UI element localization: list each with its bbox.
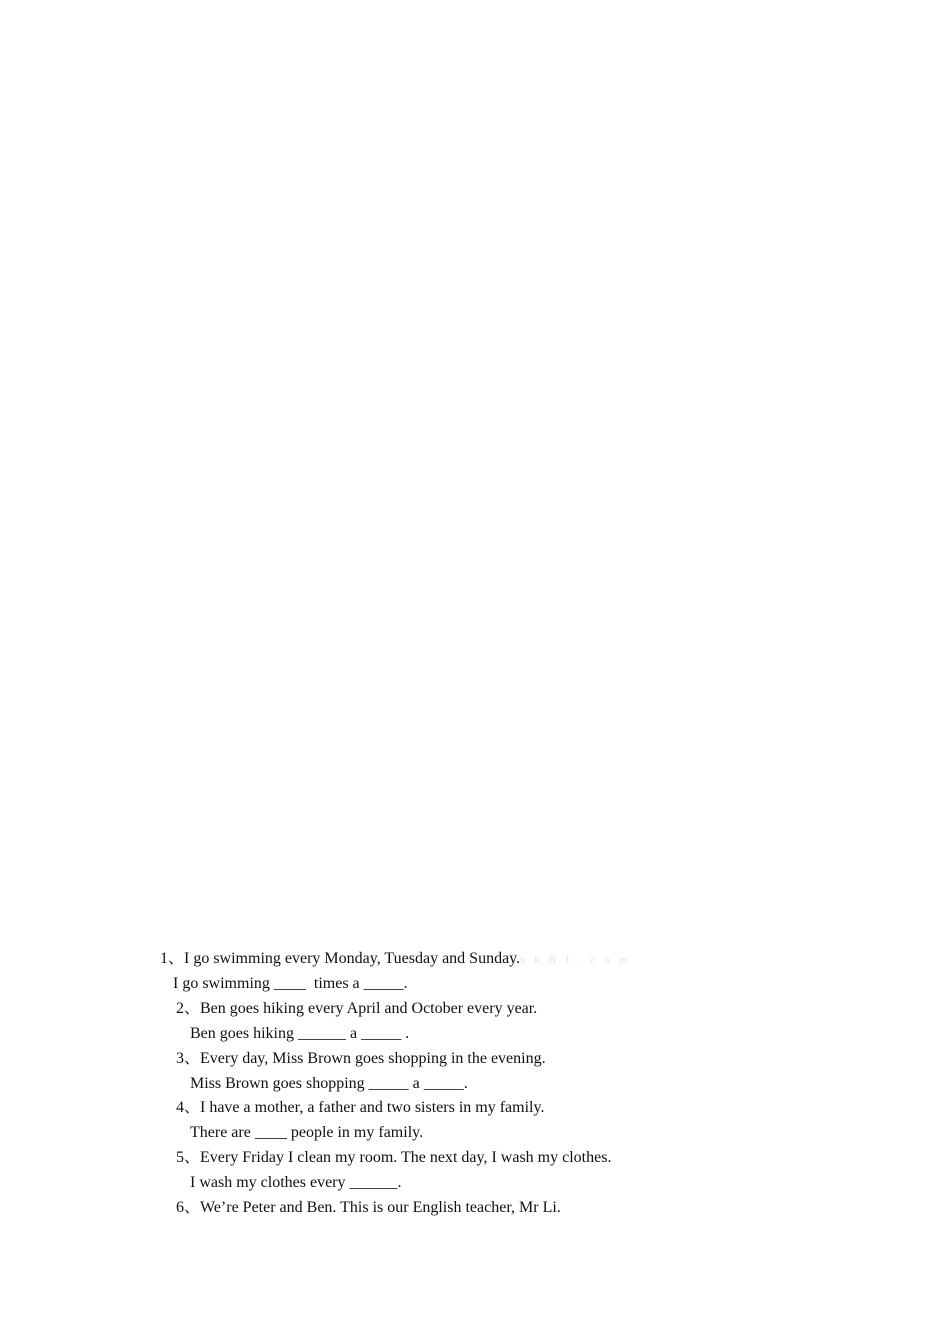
sentence: 4、I have a mother, a father and two sisters in my family. <box>176 1099 545 1117</box>
section1-heading <box>144 202 160 262</box>
sentence: 1、I go swimming every Monday, Tuesday and Sunday.x k B 1 . c o m <box>160 950 630 967</box>
sentence: 2、Ben goes hiking every April and October every year. <box>176 999 538 1017</box>
rewrite-line: Ben goes hiking ______ a _____ . <box>190 1024 410 1042</box>
section2-heading <box>144 376 160 436</box>
watermark: x k B 1 . c o m <box>520 954 630 966</box>
sentence: 5、Every Friday I clean my room. The next day, I wash my clothes. <box>176 1149 612 1167</box>
sentence: 6、We’re Peter and Ben. This is our English teacher, Mr Li. <box>176 1199 561 1216</box>
rewrite-line: I wash my clothes every ______. <box>190 1174 402 1192</box>
rewrite-line: There are ____ people in my family. <box>190 1124 424 1142</box>
sentence: 3、Every day, Miss Brown goes shopping in the evening. <box>176 1049 546 1067</box>
rewrite-line: I go swimming ____ times a _____. <box>173 975 408 992</box>
rewrite-line: Miss Brown goes shopping _____ a _____. <box>190 1074 468 1092</box>
section3-heading <box>144 924 160 984</box>
info-row <box>178 177 226 237</box>
